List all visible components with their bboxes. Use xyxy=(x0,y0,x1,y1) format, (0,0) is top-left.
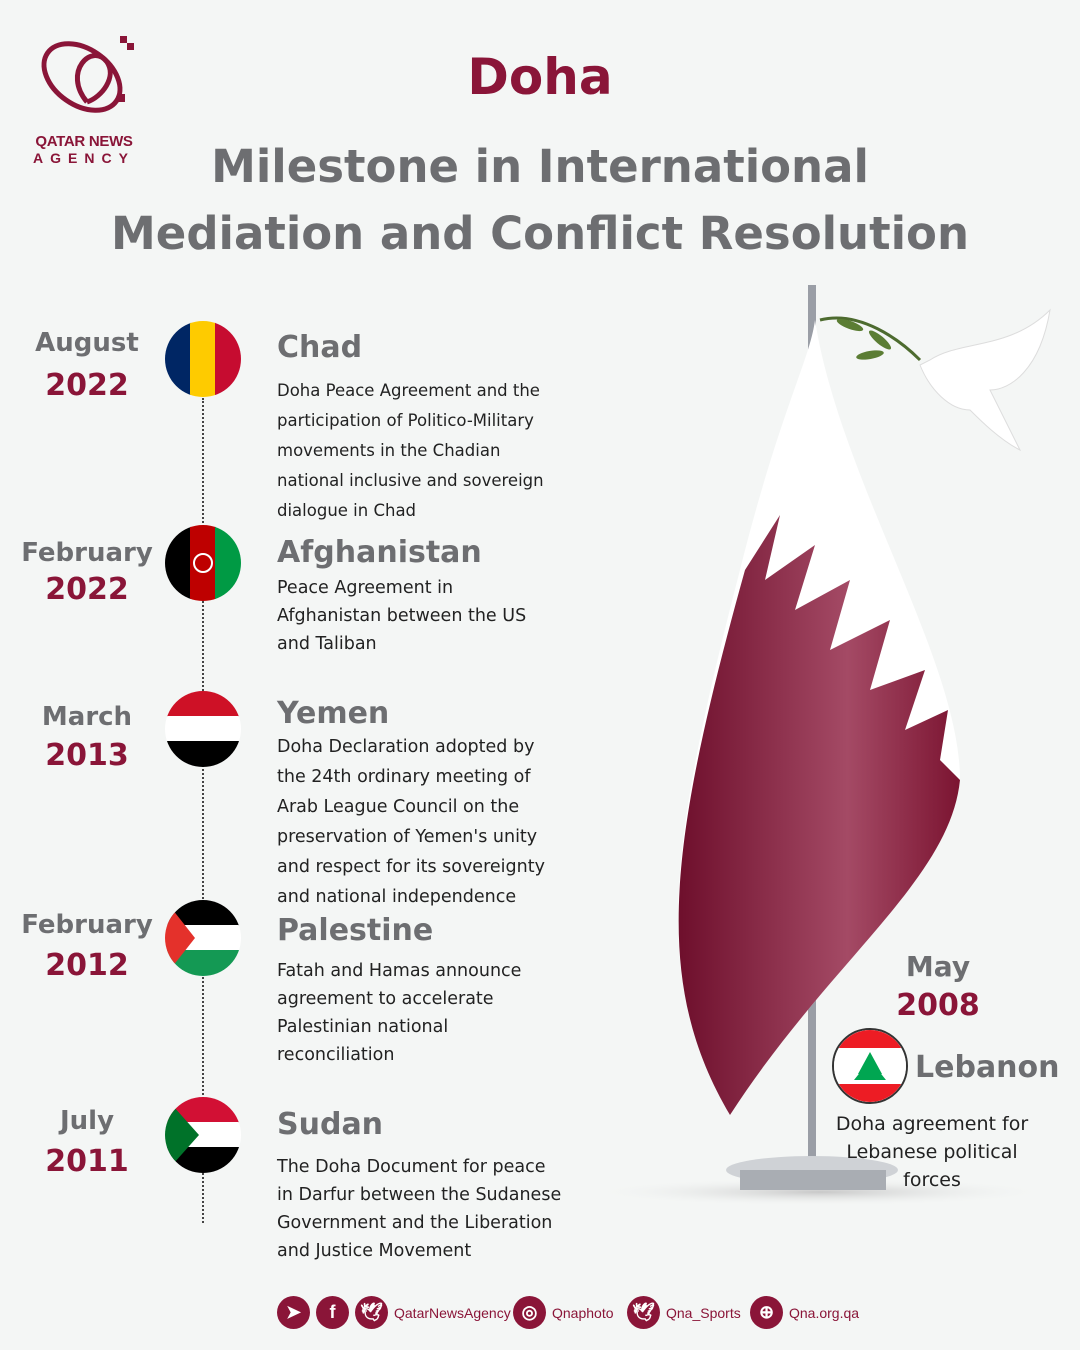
lebanon-flag-icon xyxy=(832,1028,908,1104)
timeline-month: July xyxy=(59,1106,115,1136)
page-subtitle: Milestone in International xyxy=(211,140,869,193)
palestine-flag-icon xyxy=(165,900,241,976)
timeline-year: 2011 xyxy=(45,1144,129,1179)
timeline-month: February xyxy=(21,538,153,568)
timeline-description: The Doha Document for peace in Darfur between the Sudanese Government and the Liberation and Justice Movement xyxy=(277,1157,562,1261)
timeline-country: Afghanistan xyxy=(277,535,482,570)
social-qnaphoto[interactable] xyxy=(513,1296,614,1329)
timeline-year: 2012 xyxy=(45,948,129,983)
globe-icon[interactable]: ⊕ xyxy=(750,1296,783,1329)
social-handle[interactable]: Qnaphoto xyxy=(552,1304,614,1321)
lebanon-country: Lebanon xyxy=(915,1050,1060,1085)
twitter-icon[interactable]: 🕊 xyxy=(627,1296,660,1329)
social-qna-sports[interactable] xyxy=(627,1296,741,1329)
afghanistan-flag-icon xyxy=(165,525,241,601)
timeline-country: Palestine xyxy=(277,913,434,948)
timeline-description: Doha Declaration adopted by the 24th ordinary meeting of Arab League Council on the preservation of Yemen's unity and respect for its sovereignty and national independence xyxy=(277,737,545,907)
instagram-icon[interactable]: ◎ xyxy=(513,1296,546,1329)
website-link[interactable]: Qna.org.qa xyxy=(789,1304,860,1321)
twitter-icon[interactable]: 🕊 xyxy=(355,1296,388,1329)
social-handle[interactable]: QatarNewsAgency xyxy=(394,1304,511,1321)
lebanon-year: 2008 xyxy=(896,988,980,1023)
timeline-country: Yemen xyxy=(277,696,390,731)
timeline-description: Peace Agreement in Afghanistan between the US and Taliban xyxy=(277,578,527,654)
social-website[interactable] xyxy=(750,1296,859,1329)
sudan-flag-icon xyxy=(165,1097,241,1173)
logo-text: AGENCY xyxy=(33,150,135,166)
timeline-country: Sudan xyxy=(277,1107,384,1142)
dove-icon xyxy=(820,310,1050,450)
facebook-icon[interactable]: f xyxy=(316,1296,349,1329)
telegram-icon[interactable]: ➤ xyxy=(277,1296,310,1329)
lebanon-month: May xyxy=(905,950,971,983)
timeline-description: Fatah and Hamas announce agreement to accelerate Palestinian national reconciliation xyxy=(277,961,522,1065)
yemen-flag-icon xyxy=(165,691,241,767)
lebanon-description: Doha agreement for Lebanese political forces xyxy=(835,1113,1029,1191)
timeline-month: February xyxy=(21,910,153,940)
timeline-year: 2013 xyxy=(45,738,129,773)
page-title: Doha xyxy=(467,48,613,106)
timeline-description: Doha Peace Agreement and the participation of Politico-Military movements in the Chadian national inclusive and sovereign dialogue in Chad xyxy=(277,381,544,520)
timeline-year: 2022 xyxy=(45,368,129,403)
timeline-month: March xyxy=(41,702,133,732)
timeline-year: 2022 xyxy=(45,572,129,607)
social-qatarnewsagency[interactable] xyxy=(277,1296,511,1329)
chad-flag-icon xyxy=(165,321,241,397)
timeline-country: Chad xyxy=(277,330,363,365)
social-handle[interactable]: Qna_Sports xyxy=(666,1304,741,1321)
timeline-month: August xyxy=(35,328,139,358)
page-subtitle: Mediation and Conflict Resolution xyxy=(111,207,969,260)
logo-text: QATAR NEWS xyxy=(35,133,133,150)
